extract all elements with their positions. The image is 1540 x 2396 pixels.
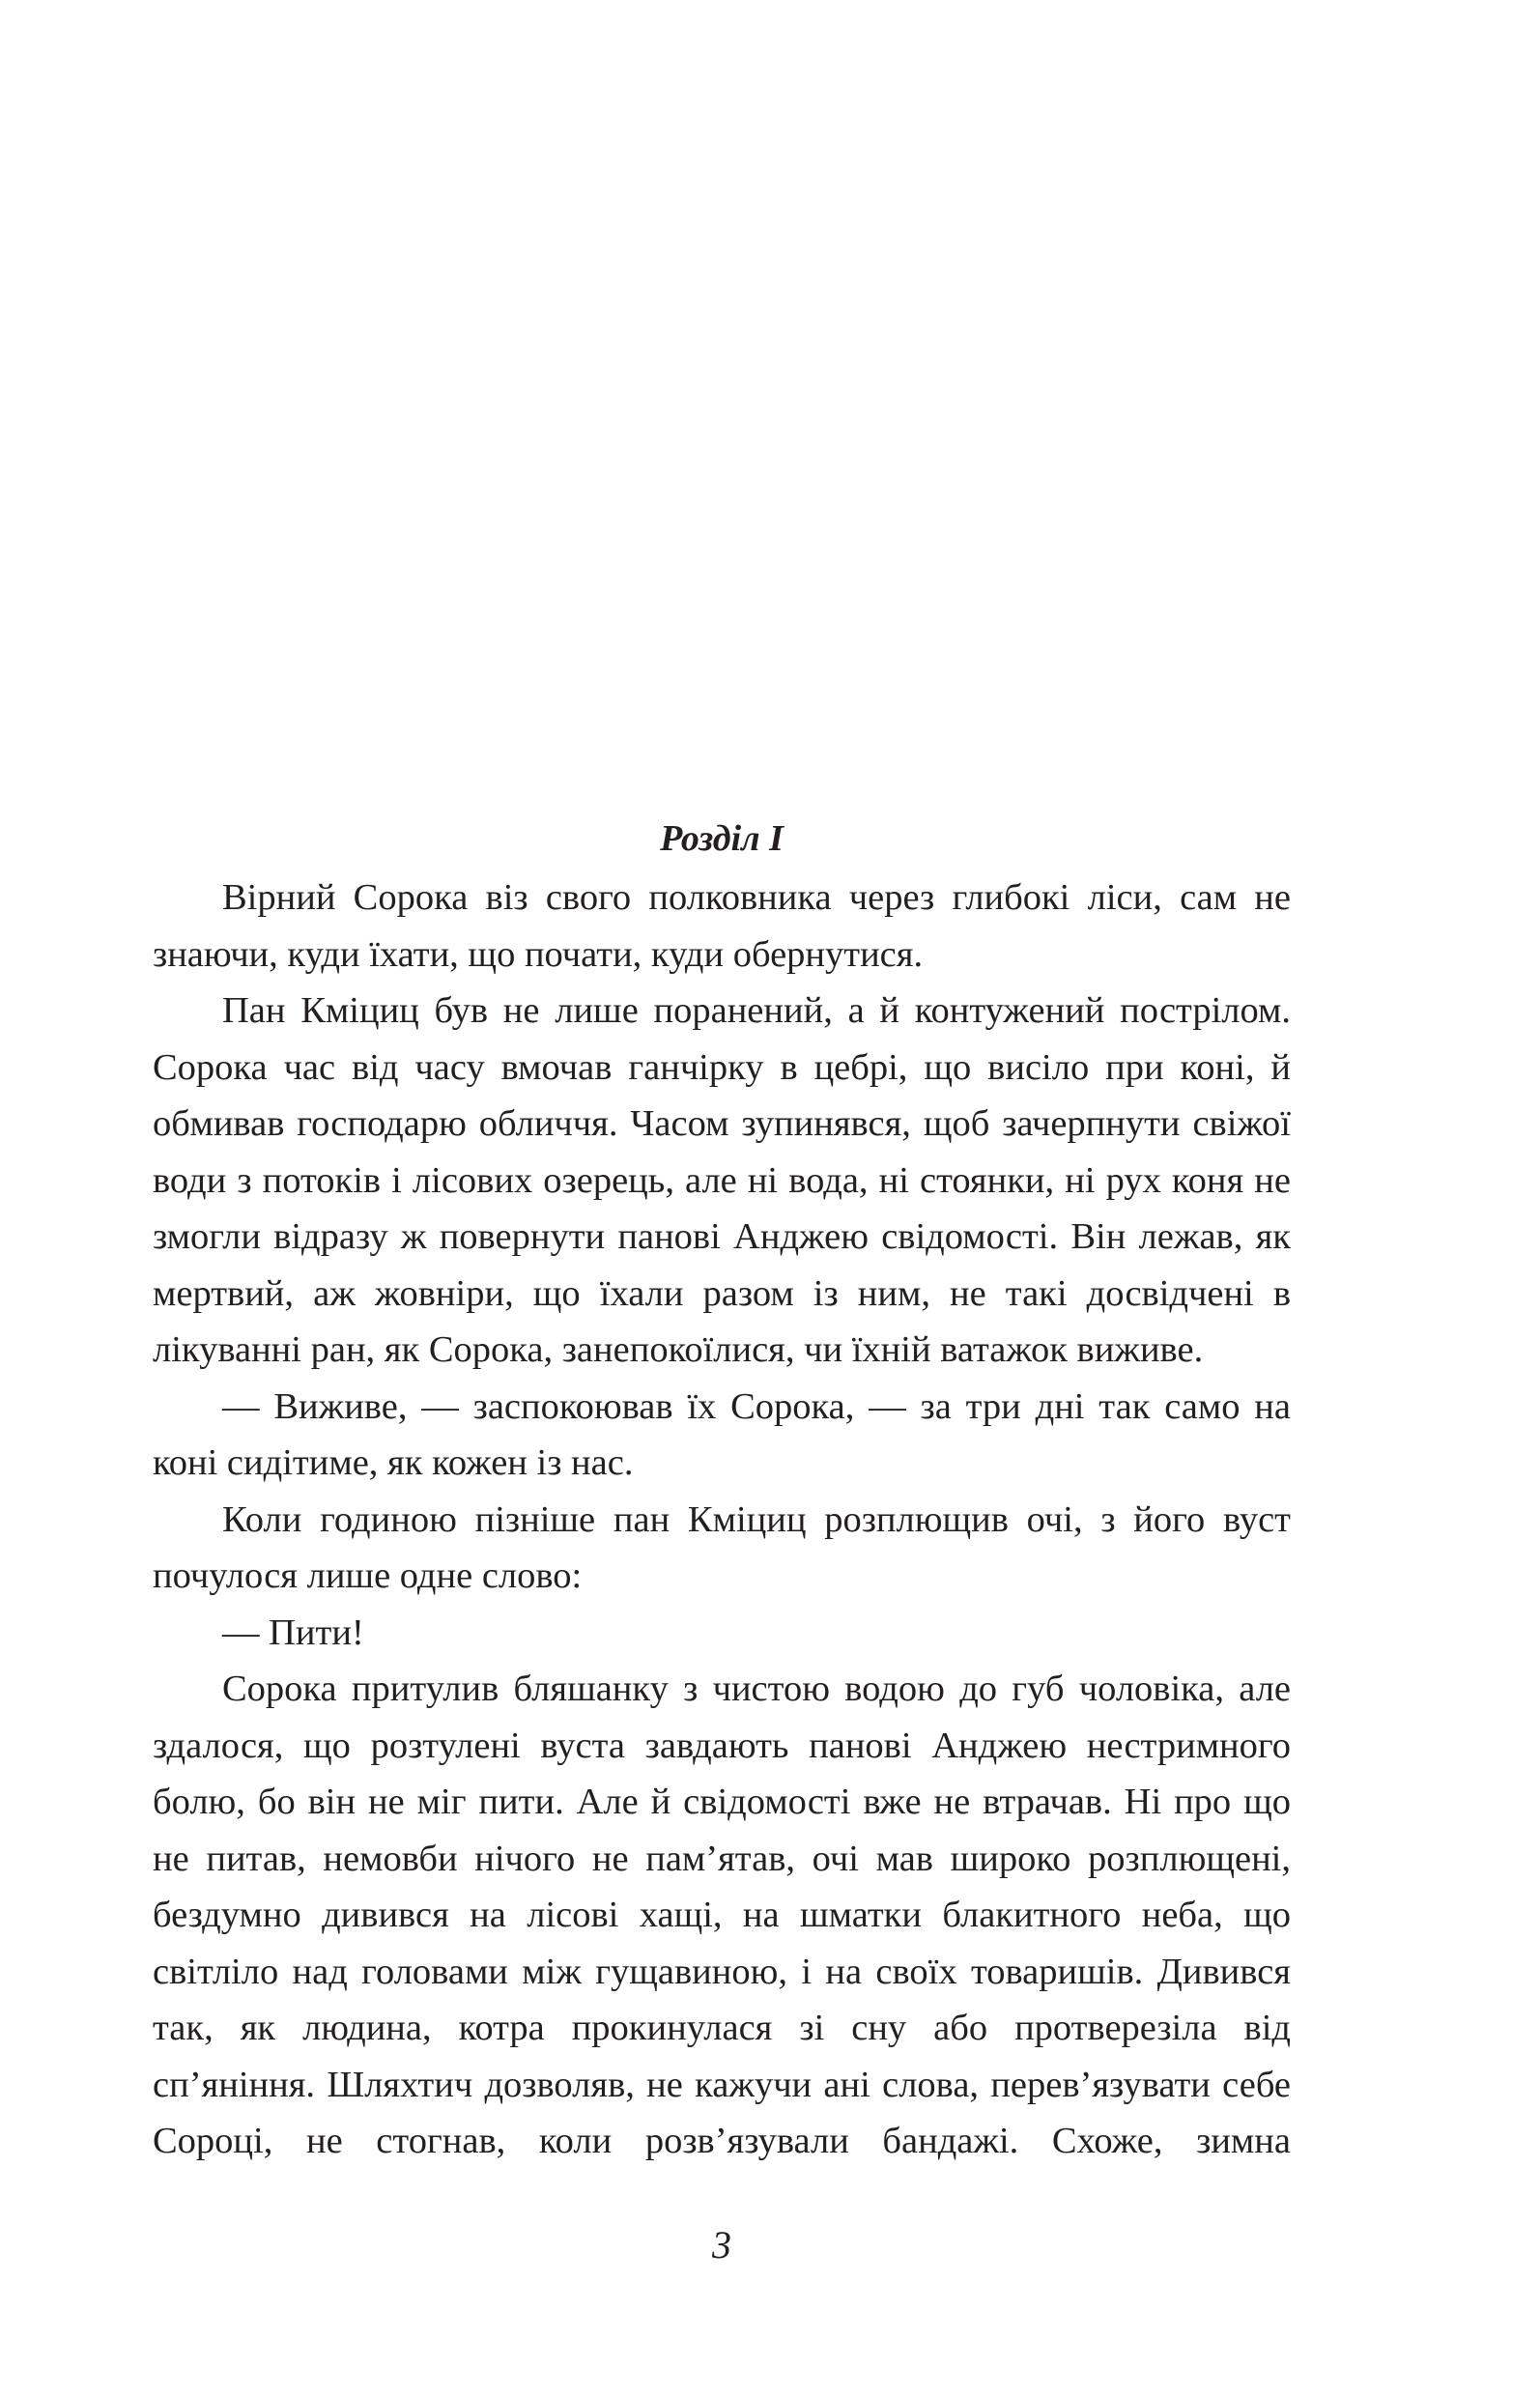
- paragraph: Вірний Сорока віз свого полковника через глибокі ліси, сам не знаючи, куди їхати, що почати, куди обернутися.: [153, 877, 1291, 975]
- paragraph: Пан Кміциц був не лише поранений, а й контужений пострілом. Сорока час від часу вмочав ганчірку в цебрі, що висіло при коні, й обмивав господарю обличчя. Часом зупинявся, щоб зачерпнути свіжої води з потоків і лісових озерець, але ні вода, ні стоянки, ні рух коня не змогли відразу ж повернути панові Анджею свідомості. Він лежав, як мертвий, аж жовніри, що їхали разом із ним, не такі досвідчені в лікуванні ран, як Сорока, занепокоїлися, чи їхній ватажок виживе.: [153, 990, 1291, 1370]
- paragraph: — Виживе, — заспокоював їх Сорока, — за три дні так само на коні сидітиме, як кожен із нас.: [153, 1385, 1291, 1483]
- page-number: 3: [712, 2223, 731, 2267]
- paragraph: Сорока притулив бляшанку з чистою водою до губ чоловіка, але здалося, що розтулені вуста завдають панові Анджею нестримного болю, бо він не міг пити. Але й свідомості вже не втрачав. Ні про що не питав, немовби нічого не пам’ятав, очі мав широко розплющені, бездумно дивився на лісові хащі, на шматки блакитного неба, що світліло над головами між гущавиною, і на своїх товаришів. Дивився так, як людина, котра прокинулася зі сну або протверезіла від сп’яніння. Шляхтич дозволяв, не кажучи ані слова, перев’язувати себе Сороці, не стогнав, коли розв’язували бандажі. Схоже, зимна: [153, 1669, 1291, 2161]
- paragraph: Коли годиною пізніше пан Кміциц розплющив очі, з його вуст почулося лише одне слово:: [153, 1498, 1291, 1596]
- chapter-title: Розділ I: [660, 818, 784, 859]
- paragraph: — Пити!: [222, 1612, 364, 1653]
- body-text: [153, 870, 1291, 2170]
